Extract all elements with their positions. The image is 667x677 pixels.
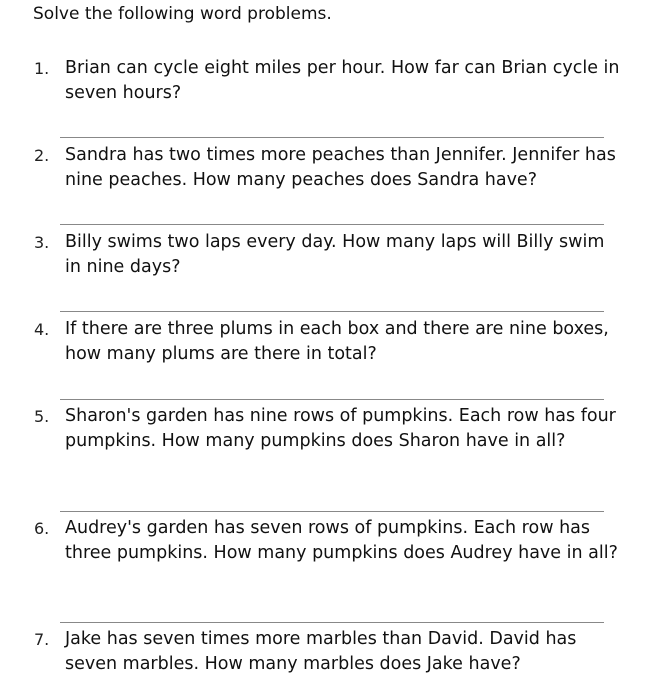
problem-text: Jake has seven times more marbles than David. David has seven marbles. How many marbles does Jake have? — [65, 629, 577, 674]
answer-line[interactable] — [60, 511, 604, 512]
answer-line[interactable] — [60, 311, 604, 312]
problem-text: Brian can cycle eight miles per hour. How far can Brian cycle in seven hours? — [65, 58, 620, 103]
problem-number: 3. — [34, 233, 50, 252]
answer-line[interactable] — [60, 224, 604, 225]
problem-text: Billy swims two laps every day. How many laps will Billy swim in nine days? — [65, 232, 605, 277]
problem-number: 2. — [34, 146, 50, 165]
problem-number: 7. — [34, 630, 50, 649]
answer-line[interactable] — [60, 622, 604, 623]
problem-text: If there are three plums in each box and there are nine boxes, how many plums are there in total? — [65, 319, 609, 364]
answer-line[interactable] — [60, 399, 604, 400]
answer-line[interactable] — [60, 137, 604, 138]
problem-text: Sharon's garden has nine rows of pumpkins. Each row has four pumpkins. How many pumpkins does Sharon have in all? — [65, 406, 616, 451]
problem-number: 4. — [34, 320, 50, 339]
problem-number: 1. — [34, 59, 50, 78]
problem-text: Audrey's garden has seven rows of pumpkins. Each row has three pumpkins. How many pumpkins does Audrey have in all? — [65, 518, 618, 563]
problem-number: 6. — [34, 519, 50, 538]
problem-text: Sandra has two times more peaches than Jennifer. Jennifer has nine peaches. How many peaches does Sandra have? — [65, 145, 616, 190]
problem-number: 5. — [34, 407, 50, 426]
worksheet-title: Solve the following word problems. — [33, 4, 332, 24]
